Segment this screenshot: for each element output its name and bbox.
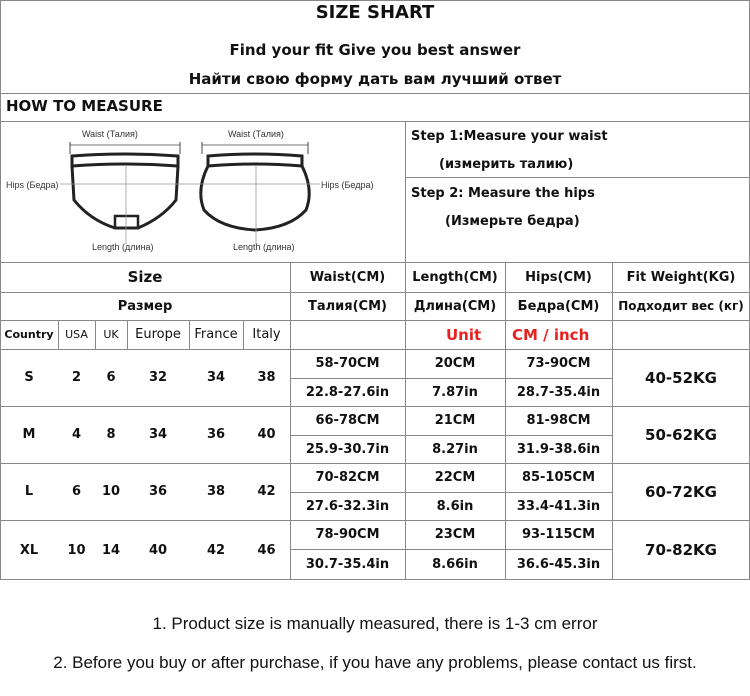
weight-m: 50-62KG: [645, 425, 717, 444]
hips-in-xl: 36.6-45.3in: [516, 557, 601, 572]
italy-header: Italy: [252, 327, 281, 342]
weight-l: 60-72KG: [645, 482, 717, 501]
italy-l: 42: [257, 484, 276, 499]
subtitle-russian: Найти свою форму дать вам лучший ответ: [188, 70, 562, 88]
waist-in-s: 22.8-27.6in: [305, 384, 390, 400]
waist-cm-m: 66-78CM: [315, 413, 380, 428]
step-1: Step 1:Measure your waist: [411, 129, 608, 144]
europe-xl: 40: [148, 542, 168, 558]
hips-in-l: 33.4-41.3in: [516, 498, 601, 514]
hips-cm-l: 85-105CM: [521, 470, 596, 485]
hips-in-m: 31.9-38.6in: [516, 441, 601, 457]
waist-in-m: 25.9-30.7in: [305, 441, 390, 457]
unit-label: Unit: [446, 326, 482, 344]
hips-header: Hips(CM): [525, 269, 592, 285]
length-in-m: 8.27in: [432, 441, 478, 457]
size-s: S: [24, 370, 34, 385]
uk-m: 8: [106, 427, 116, 442]
waist-in-xl: 30.7-35.4in: [305, 557, 390, 572]
divider: [405, 177, 750, 178]
italy-s: 38: [257, 370, 276, 385]
length-cm-m: 21CM: [434, 413, 476, 428]
divider: [405, 121, 406, 262]
step-2-ru: (Измерьте бедра): [445, 214, 580, 229]
europe-m: 34: [148, 427, 168, 442]
length-in-xl: 8.66in: [432, 557, 478, 572]
europe-l: 36: [148, 484, 168, 499]
waist-in-l: 27.6-32.3in: [305, 498, 390, 514]
usa-m: 4: [71, 427, 82, 442]
length-label-left: Length (длина): [92, 242, 154, 252]
france-m: 36: [206, 427, 226, 442]
usa-l: 6: [71, 484, 82, 499]
subtitle-english: Find your fit Give you best answer: [229, 41, 521, 59]
waist-cm-xl: 78-90CM: [315, 527, 380, 542]
divider: [0, 93, 750, 94]
step-1-ru: (измерить талию): [439, 157, 574, 172]
step-2: Step 2: Measure the hips: [411, 186, 595, 201]
length-in-l: 8.6in: [436, 498, 474, 514]
uk-s: 6: [106, 370, 116, 385]
weight-xl: 70-82KG: [645, 541, 717, 559]
italy-xl: 46: [257, 542, 276, 558]
usa-s: 2: [71, 370, 82, 385]
size-m: M: [22, 427, 36, 442]
france-xl: 42: [206, 542, 226, 558]
waist-label-right: Waist (Талия): [228, 129, 284, 139]
weight-header: Fit Weight(KG): [626, 269, 736, 285]
size-header-ru: Размер: [117, 298, 173, 314]
briefs-back-figure: [190, 140, 320, 245]
hips-label-left: Hips (Бедра): [6, 180, 59, 190]
how-to-measure-heading: HOW TO MEASURE: [6, 97, 163, 115]
waist-cm-l: 70-82CM: [315, 470, 380, 485]
waist-header-ru: Талия(CM): [308, 298, 387, 314]
france-header: France: [194, 327, 238, 342]
hips-cm-xl: 93-115CM: [521, 527, 596, 542]
uk-l: 10: [101, 484, 121, 499]
hips-in-s: 28.7-35.4in: [516, 384, 601, 400]
size-header: Size: [127, 268, 163, 286]
hips-label-right: Hips (Бедра): [321, 180, 374, 190]
length-cm-l: 22CM: [434, 470, 476, 485]
note-1: 1. Product size is manually measured, there is 1-3 cm error: [152, 614, 598, 633]
length-cm-xl: 23CM: [434, 527, 476, 542]
uk-header: UK: [103, 328, 119, 341]
note-2: 2. Before you buy or after purchase, if you have any problems, please contact us first.: [53, 653, 697, 672]
hips-header-ru: Бедра(CM): [517, 298, 600, 314]
length-in-s: 7.87in: [432, 384, 478, 400]
weight-header-ru: Подходит вес (кг): [618, 299, 744, 313]
size-l: L: [24, 484, 34, 499]
chart-title: SIZE SHART: [315, 2, 435, 23]
hips-cm-m: 81-98CM: [526, 413, 591, 428]
unit-value: CM / inch: [512, 326, 590, 344]
france-s: 34: [206, 370, 226, 385]
waist-cm-s: 58-70CM: [315, 356, 380, 371]
size-xl: XL: [19, 542, 39, 558]
france-l: 38: [206, 484, 226, 499]
briefs-front-figure: [60, 140, 190, 245]
length-label-right: Length (длина): [233, 242, 295, 252]
country-header: Country: [4, 328, 54, 341]
hips-cm-s: 73-90CM: [526, 356, 591, 371]
usa-header: USA: [65, 328, 88, 341]
weight-s: 40-52KG: [645, 368, 717, 387]
length-cm-s: 20CM: [434, 356, 476, 371]
uk-xl: 14: [101, 542, 121, 558]
europe-s: 32: [148, 370, 168, 385]
length-header: Length(CM): [412, 269, 498, 285]
waist-label-left: Waist (Талия): [82, 129, 138, 139]
waist-header: Waist(CM): [309, 269, 386, 285]
divider: [0, 121, 750, 122]
length-header-ru: Длина(CM): [413, 298, 497, 314]
usa-xl: 10: [67, 542, 86, 558]
italy-m: 40: [257, 427, 276, 442]
europe-header: Europe: [135, 327, 181, 342]
